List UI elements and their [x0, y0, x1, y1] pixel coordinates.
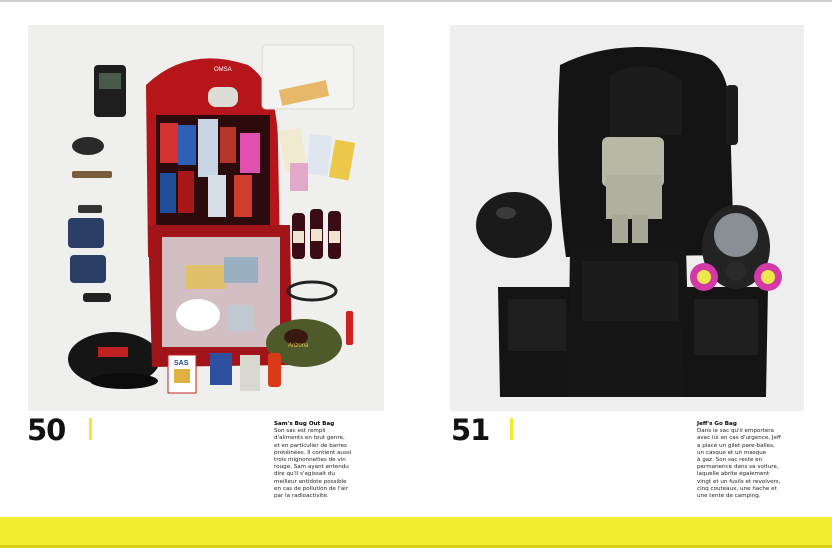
- caption-line: avec lui en cas d'urgence, Jeff: [697, 435, 781, 442]
- caption-line: protéinées. Il contient aussi: [274, 449, 352, 456]
- photo-bug-out-bag: [28, 25, 384, 411]
- accent-bar-left: [89, 418, 92, 440]
- energy-shot-icon: [268, 353, 281, 387]
- radio-icon: [94, 65, 126, 117]
- lighter-icon: [240, 355, 260, 391]
- caption-title: Sam's Bug Out Bag: [274, 421, 335, 427]
- accent-bar-right: [510, 418, 513, 440]
- can-brand-label: Arizona: [288, 343, 309, 349]
- caption-line: permanence dans sa voiture,: [697, 464, 779, 471]
- page-number-right: 51: [451, 413, 490, 447]
- caption-line: meilleur antidote possible: [274, 478, 347, 485]
- top-rule: [0, 0, 832, 2]
- caption-title: Jeff's Go Bag: [697, 421, 737, 427]
- bracelet-icon: [72, 137, 104, 155]
- caption-line: rouge, Sam ayant entendu: [274, 464, 349, 471]
- caption-line: une tente de camping.: [697, 493, 761, 500]
- photo-bug-out-bag-icon: [28, 25, 384, 411]
- photo-go-bag: [450, 25, 804, 411]
- caption-line: cinq couteaux, une hache et: [697, 485, 777, 492]
- caption-line: a placé un gilet pare-balles,: [697, 442, 775, 449]
- caption-line: trois mignonnettes de vin: [274, 457, 346, 464]
- helmet-icon: [476, 192, 552, 258]
- flashlight-icon: [83, 293, 111, 302]
- caption-line: un casque et un masque: [697, 449, 767, 456]
- caption-line: d'aliments en tout genre,: [274, 435, 345, 442]
- caption-line: dire qu'il s'agissait du: [274, 471, 335, 478]
- footer-yellow-band: [0, 517, 832, 548]
- caption-line: et en particulier de barres: [274, 442, 347, 449]
- caption-right: [697, 421, 793, 500]
- caption-line: par la radioactivité.: [274, 493, 329, 500]
- page-number-left: 50: [27, 413, 66, 447]
- sas-box-label: SAS: [174, 360, 189, 367]
- caption-left: [274, 421, 370, 500]
- caption-line: Dans le sac qu'il emportera: [697, 428, 774, 435]
- caption-line: Son sac est rempli: [274, 428, 326, 435]
- walkie-talkie-icon: [68, 218, 104, 248]
- playing-cards-icon: [210, 353, 232, 385]
- caption-line: vingt et un fusils et revolvers,: [697, 478, 781, 485]
- caption-line: en cas de pollution de l'air: [274, 485, 348, 492]
- caption-line: laquelle abrite également: [697, 471, 770, 478]
- bag-brand-label: OMSA: [214, 67, 232, 73]
- caption-line: à gaz. Son sac reste en: [697, 457, 763, 464]
- marker-icon: [346, 311, 353, 345]
- photo-go-bag-icon: [450, 25, 804, 411]
- walkie-talkie-icon: [70, 255, 106, 283]
- knife-icon: [72, 171, 112, 178]
